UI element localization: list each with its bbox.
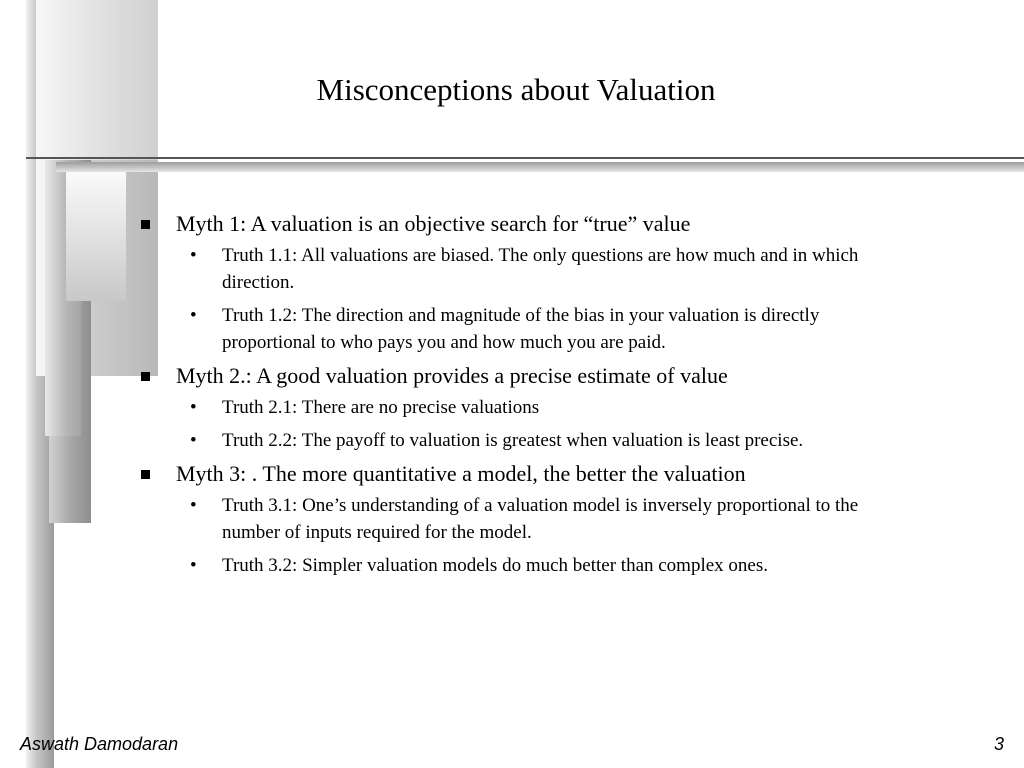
myth-item [140, 362, 1000, 390]
truth-item [140, 242, 902, 296]
truth-text: Truth 2.1: There are no precise valuations [222, 397, 540, 418]
truth-item [140, 492, 902, 546]
myth-text: Myth 2.: A good valuation provides a precise estimate of value [176, 363, 728, 388]
slide-body [140, 210, 1000, 585]
title-divider [26, 157, 1024, 159]
title-divider-shadow [56, 162, 1024, 172]
bullet-icon: • [190, 397, 197, 418]
square-bullet-icon [141, 220, 150, 229]
truth-item [140, 302, 902, 356]
truth-text: Truth 2.2: The payoff to valuation is greatest when valuation is least precise. [222, 430, 804, 451]
bullet-icon: • [190, 495, 197, 516]
decorative-bar [66, 172, 126, 301]
footer-author: Aswath Damodaran [20, 734, 179, 754]
myth-text: Myth 3: . The more quantitative a model, the better the valuation [176, 461, 746, 486]
truth-item [140, 552, 902, 579]
bullet-icon: • [190, 430, 197, 451]
bullet-icon: • [190, 245, 197, 266]
square-bullet-icon [141, 470, 150, 479]
truth-text: Truth 3.1: One’s understanding of a valuation model is inversely proportional to the number of inputs required for the model. [222, 495, 859, 543]
bullet-icon: • [190, 305, 197, 326]
myth-item [140, 210, 1000, 238]
truth-item [140, 394, 902, 421]
truth-text: Truth 1.1: All valuations are biased. The only questions are how much and in which direction. [222, 245, 859, 293]
truth-text: Truth 3.2: Simpler valuation models do much better than complex ones. [222, 555, 768, 576]
myth-item [140, 460, 1000, 488]
truth-text: Truth 1.2: The direction and magnitude of the bias in your valuation is directly proportional to who pays you and how much you are paid. [222, 305, 820, 353]
slide-title: Misconceptions about Valuation [316, 72, 716, 107]
myth-text: Myth 1: A valuation is an objective search for “true” value [176, 211, 691, 236]
footer-page-number: 3 [993, 734, 1004, 754]
truth-item [140, 427, 902, 454]
bullet-icon: • [190, 555, 197, 576]
square-bullet-icon [141, 372, 150, 381]
